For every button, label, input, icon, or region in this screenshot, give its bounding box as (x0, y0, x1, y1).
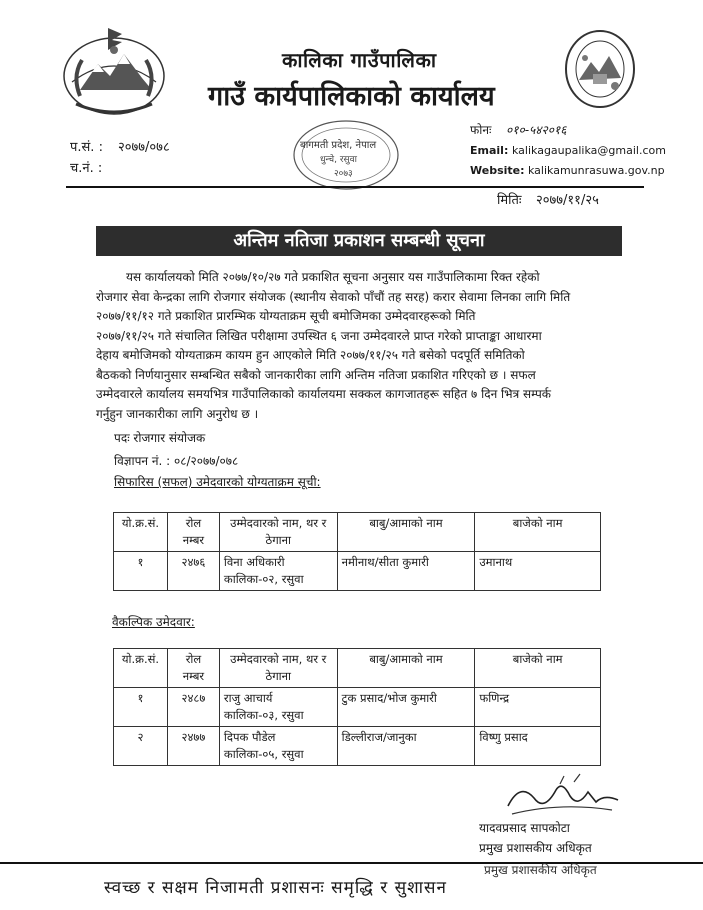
cell-roll: २४७७ (167, 727, 219, 766)
cell-sn: १ (114, 552, 168, 591)
cell-name: राजु आचार्य कालिका-०३, रसुवा (219, 688, 337, 727)
table-header-row (114, 513, 601, 552)
cell-roll: २४७६ (167, 552, 219, 591)
stamp-line-2: धुन्चे, रसुवा (320, 155, 357, 165)
header-roll: रोल नम्बर (167, 513, 219, 552)
website-value: kalikamunrasuwa.gov.np (528, 164, 665, 177)
cell-name: दिपक पौडेल कालिका-०५, रसुवा (219, 727, 337, 766)
header-name: उम्मेदवारको नाम, थर र ठेगाना (219, 513, 337, 552)
alternate-heading: वैकल्पिक उमेदवार: (112, 615, 195, 629)
cell-sn: १ (114, 688, 168, 727)
alternate-candidates-table (113, 648, 601, 766)
nepal-emblem-logo (58, 20, 170, 120)
header-divider (66, 186, 644, 188)
body-line-8: गर्नुहुन जानकारीका लागि अनुरोध छ । (96, 406, 259, 421)
designation-stamp: प्रमुख प्रशासकीय अधिकृत (484, 863, 597, 877)
body-line-3: २०७७/११/१२ गते प्रकाशित प्रारम्भिक योग्यताक्रम सूची बमोजिमका उम्मेदवारहरूको मिति (96, 309, 476, 323)
header-grandfather: बाजेको नाम (475, 513, 601, 552)
selected-heading: सिफारिस (सफल) उमेदवारको योग्यताक्रम सूची: (114, 475, 321, 489)
table-header-row (114, 649, 601, 688)
header-parents: बाबु/आमाको नाम (337, 649, 475, 688)
body-line-5: देहाय बमोजिमको योग्यताक्रम कायम हुन आएकोले मिति २०७७/११/२५ गते बसेको पदपूर्ति समितिको (96, 348, 525, 362)
cell-parents: टुक प्रसाद/भोज कुमारी (337, 688, 475, 727)
signatory-name: यादवप्रसाद सापकोटा (479, 821, 570, 835)
footer-slogan: स्वच्छ र सक्षम निजामती प्रशासनः समृद्धि र सुशासन (104, 878, 447, 898)
letter-no-value: २०७७/०७८ (118, 140, 170, 155)
phone-value: ०१०-५४२०१६ (506, 123, 567, 137)
cell-parents: नमीनाथ/सीता कुमारी (337, 552, 475, 591)
cell-roll: २४८७ (167, 688, 219, 727)
table-row (114, 552, 601, 591)
signatory-designation: प्रमुख प्रशासकीय अधिकृत (479, 841, 592, 855)
selected-candidates-table (113, 512, 601, 591)
header-name: उम्मेदवारको नाम, थर र ठेगाना (219, 649, 337, 688)
date-label: मितिः (497, 193, 522, 208)
date-value: २०७७/११/२५ (536, 193, 599, 208)
footer-divider (0, 862, 703, 864)
body-line-4: २०७७/११/२५ गते संचालित लिखित परीक्षामा उपस्थित ६ जना उम्मेदवारले प्राप्त गरेको प्राप्ताङ्का आधारमा (96, 328, 542, 343)
cell-parents: डिल्लीराज/जानुका (337, 727, 475, 766)
header-sn: यो.क्र.सं. (114, 649, 168, 688)
cell-grandfather: फणिन्द्र (475, 688, 601, 727)
post-label: पदः रोजगार संयोजक (114, 431, 206, 445)
table-row (114, 688, 601, 727)
email-value: kalikagaupalika@gmail.com (512, 144, 666, 157)
phone-label: फोनः (470, 123, 492, 137)
header-sn: यो.क्र.सं. (114, 513, 168, 552)
municipality-logo (563, 28, 637, 110)
body-line-6: बैठकको निर्णयानुसार सम्बन्धित सबैको जानकारीका लागि अन्तिम नतिजा प्रकाशित गरिएको छ । सफल (96, 367, 536, 382)
notice-body (96, 268, 624, 424)
office-name: गाउँ कार्यपालिकाको कार्यालय (208, 81, 495, 112)
header-grandfather: बाजेको नाम (475, 649, 601, 688)
stamp-line-1: बागमती प्रदेश, नेपाल (300, 140, 377, 151)
body-line-1: यस कार्यालयको मिति २०७७/१०/२७ गते प्रकाशित सूचना अनुसार यस गाउँपालिकामा रिक्त रहेको (126, 270, 540, 284)
cell-grandfather: उमानाथ (475, 552, 601, 591)
email-label: Email: (470, 144, 509, 157)
letter-no-label: प.सं. : (70, 140, 103, 155)
table-row (114, 727, 601, 766)
header-roll: रोल नम्बर (167, 649, 219, 688)
notice-title: अन्तिम नतिजा प्रकाशन सम्बन्धी सूचना (96, 226, 622, 256)
header-parents: बाबु/आमाको नाम (337, 513, 475, 552)
body-line-2: रोजगार सेवा केन्द्रका लागि रोजगार संयोजक (स्थानीय सेवाको पाँचौं तह सरह) करार सेवामा लिनका लागि मिति (96, 289, 571, 304)
ad-no-label: विज्ञापन नं. : ०८/२०७७/०७८ (114, 454, 239, 468)
cell-sn: २ (114, 727, 168, 766)
cell-grandfather: विष्णु प्रसाद (475, 727, 601, 766)
signature-scribble (500, 772, 630, 822)
website-label: Website: (470, 164, 525, 177)
org-name: कालिका गाउँपालिका (282, 48, 437, 72)
cell-name: विना अधिकारी कालिका-०२, रसुवा (219, 552, 337, 591)
dispatch-no-label: च.नं. : (70, 161, 103, 176)
body-line-7: उम्मेदवारले कार्यालय समयभित्र गाउँपालिकाको कार्यालयमा सक्कल कागजातहरू सहित ७ दिन भित्र सम्पर्क (96, 387, 552, 401)
office-seal-stamp (290, 118, 402, 192)
stamp-line-3: २०७३ (334, 169, 353, 179)
